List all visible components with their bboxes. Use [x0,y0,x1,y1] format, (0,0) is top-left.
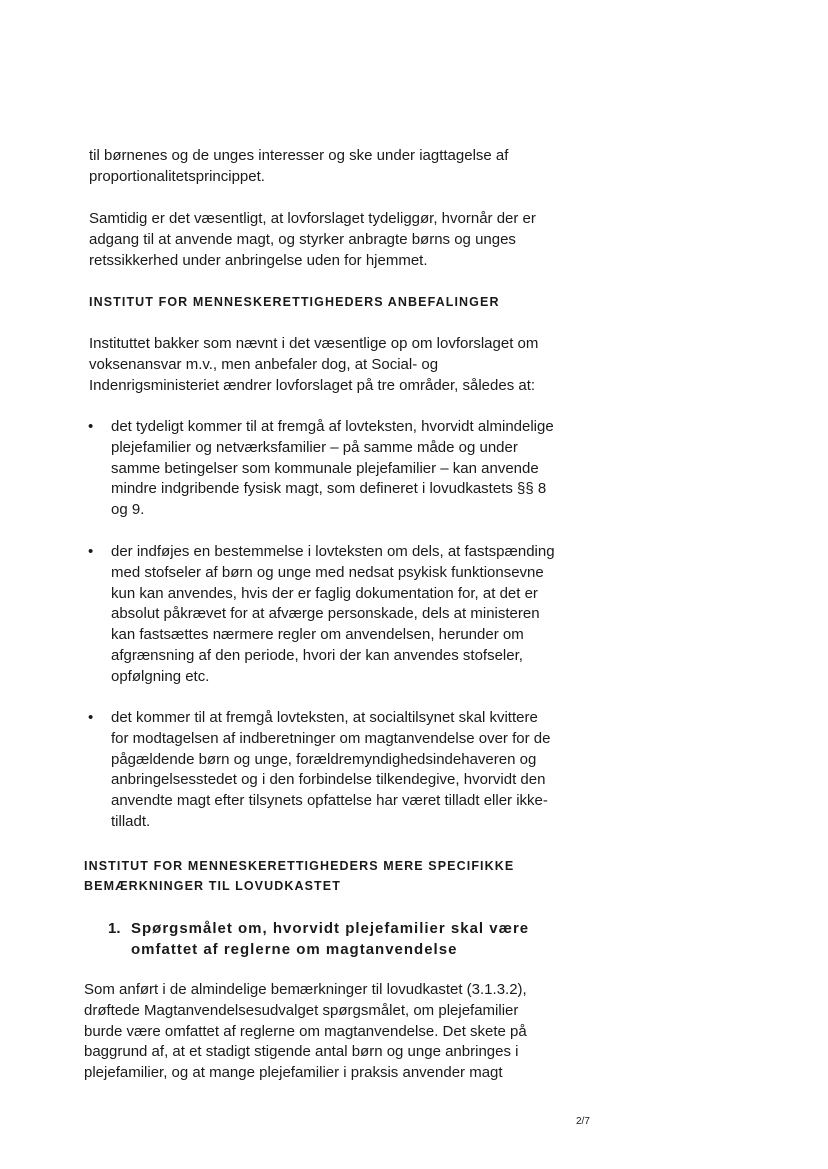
page-number: 2/7 [576,1116,590,1127]
section-heading-recommendations: INSTITUT FOR MENNESKERETTIGHEDERS ANBEFALINGER [89,295,500,309]
paragraph-foster-families: Som anført i de almindelige bemærkninger til lovudkastet (3.1.3.2), drøftede Magtanvendelsesudvalget spørgsmålet, om plejefamilier burde være omfattet af reglerne om magtanvendelse. Det skete på baggrund af, at et stadigt stigende antal børn og unge anbringes i plejefamilier, og at mange plejefamilier i praksis anvender magt [84,981,527,1082]
paragraph-intro-continuation: til børnenes og de unges interesser og ske under iagttagelse af proportionalitetsprincippet. [89,147,509,185]
subsection-title: Spørgsmålet om, hvorvidt plejefamilier skal være omfattet af reglerne om magtanvendelse [131,920,530,958]
bullet-icon: • [88,543,94,560]
paragraph-clarification: Samtidig er det væsentligt, at lovforslaget tydeliggør, hvornår der er adgang til at anvende magt, og styrker anbragte børns og unges retssikkerhed under anbringelse uden for hjemmet. [89,210,536,269]
bullet-icon: • [88,418,94,435]
paragraph-recommendations-intro: Instituttet bakker som nævnt i det væsentlige op om lovforslaget om voksenansvar m.v., men anbefaler dog, at Social- og Indenrigsministeriet ændrer lovforslaget på tre områder, således at: [89,335,539,394]
subsection-number: 1. [108,920,121,937]
bullet-icon: • [88,709,94,726]
bullet-item-social-supervision: det kommer til at fremgå lovteksten, at socialtilsynet skal kvittere for modtagelsen af indberetninger om magtanvendelse over for de pågældende børn og unge, forældremyndighedsindehaveren og anbringelsesstedet og i den forbindelse tilkendegive, hvorvidt den anvendte magt efter tilsynets opfattelse har været tilladt eller ikke- tilladt. [111,709,551,830]
bullet-item-physical-force: det tydeligt kommer til at fremgå af lovteksten, hvorvidt almindelige plejefamilier og netværksfamilier – på samme måde og under samme betingelser som kommunale plejefamilier – kan anvende mindre indgribende fysisk magt, som defineret i lovudkastets §§ 8 og 9. [111,418,554,519]
section-heading-specific-remarks: INSTITUT FOR MENNESKERETTIGHEDERS MERE SPECIFIKKE BEMÆRKNINGER TIL LOVUDKASTET [84,859,515,893]
bullet-item-restraint-belts: der indføjes en bestemmelse i lovteksten om dels, at fastspænding med stofseler af børn og unge med nedsat psykisk funktionsevne kun kan anvendes, hvis der er faglig dokumentation for, at det er absolut påkrævet for at afværge personskade, dels at ministeren kan fastsættes nærmere regler om anvendelsen, herunder om afgrænsning af den periode, hvori der kan anvendes stofseler, opfølgning etc. [111,543,555,685]
